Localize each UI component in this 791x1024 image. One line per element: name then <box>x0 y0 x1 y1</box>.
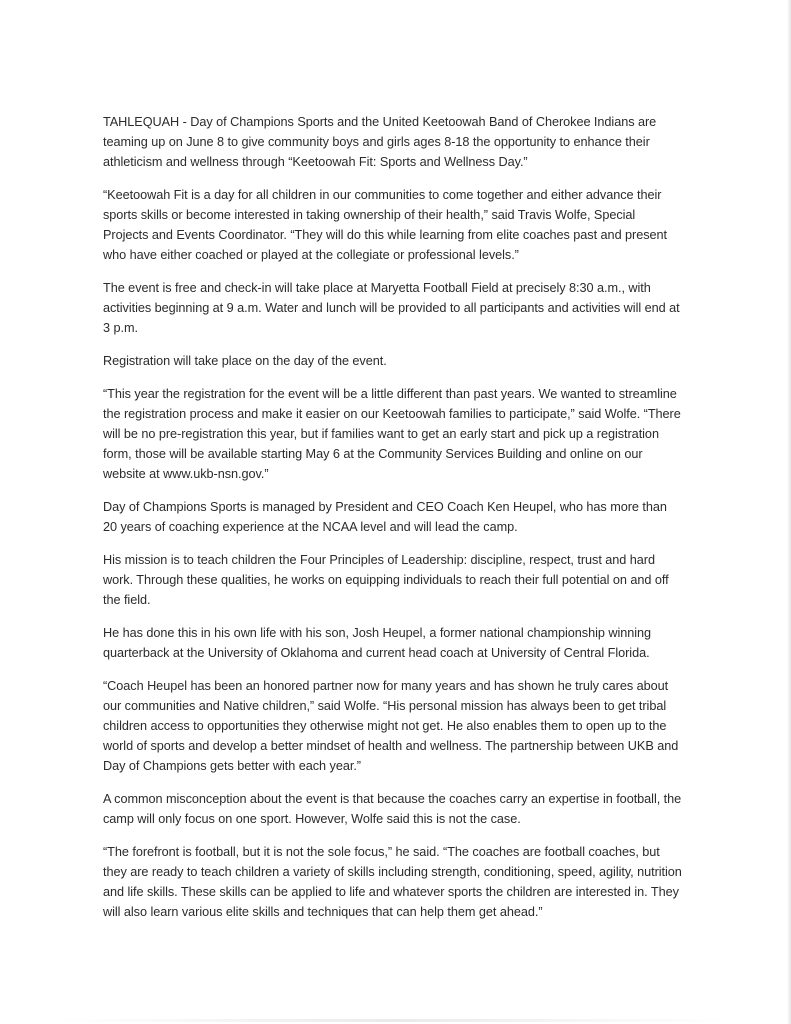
paragraph-registration-day: Registration will take place on the day of the event. <box>103 354 387 368</box>
paragraph-event-details: The event is free and check-in will take place at Maryetta Football Field at precisely 8:30 a.m., with activities beginning at 9 a.m. Water and lunch will be provided to all participants and activities will end at 3 p.m. <box>103 281 680 335</box>
paragraph-lede: TAHLEQUAH - Day of Champions Sports and the United Keetoowah Band of Cherokee Indians are teaming up on June 8 to give community boys and girls ages 8-18 the opportunity to enhance their athleticism and wellness through “Keetoowah Fit: Sports and Wellness Day.” <box>103 115 657 169</box>
paragraph-misconception: A common misconception about the event is that because the coaches carry an expertise in football, the camp will only focus on one sport. However, Wolfe said this is not the case. <box>103 792 682 826</box>
paragraph-forefront-quote: “The forefront is football, but it is not the sole focus,” he said. “The coaches are football coaches, but they are ready to teach children a variety of skills including strength, conditioning, speed, agility, nutrition and life skills. These skills can be applied to life and whatever sports the children are interested in. They will also learn various elite skills and techniques that can help them get ahead.” <box>103 845 682 919</box>
scan-artifact-line <box>60 1019 731 1022</box>
paragraph-registration-process: “This year the registration for the event will be a little different than past years. We wanted to streamline the registration process and make it easier on our Keetoowah families to participate,” said Wolfe. “There will be no pre-registration this year, but if families want to get an early start and pick up a registration form, those will be available starting May 6 at the Community Services Building and online on our website at www.ukb-nsn.gov.” <box>103 387 681 481</box>
page-edge-shadow <box>787 0 791 1024</box>
paragraph-partnership-quote: “Coach Heupel has been an honored partner now for many years and has shown he truly cares about our communities and Native children,” said Wolfe. “His personal mission has always been to get tribal children access to opportunities they otherwise might not get. He also enables them to open up to the world of sports and develop a better mindset of health and wellness. The partnership between UKB and Day of Champions gets better with each year.” <box>103 679 679 773</box>
paragraph-heupel-intro: Day of Champions Sports is managed by President and CEO Coach Ken Heupel, who has more than 20 years of coaching experience at the NCAA level and will lead the camp. <box>103 500 667 534</box>
press-release-body <box>103 112 683 935</box>
paragraph-josh-heupel: He has done this in his own life with his son, Josh Heupel, a former national championship winning quarterback at the University of Oklahoma and current head coach at University of Central Florida. <box>103 626 652 660</box>
paragraph-wolfe-quote: “Keetoowah Fit is a day for all children in our communities to come together and either advance their sports skills or become interested in taking ownership of their health,” said Travis Wolfe, Special Projects and Events Coordinator. “They will do this while learning from elite coaches past and present who have either coached or played at the collegiate or professional levels.” <box>103 188 668 262</box>
paragraph-mission: His mission is to teach children the Four Principles of Leadership: discipline, respect, trust and hard work. Through these qualities, he works on equipping individuals to reach their full potential on and off the field. <box>103 553 669 607</box>
